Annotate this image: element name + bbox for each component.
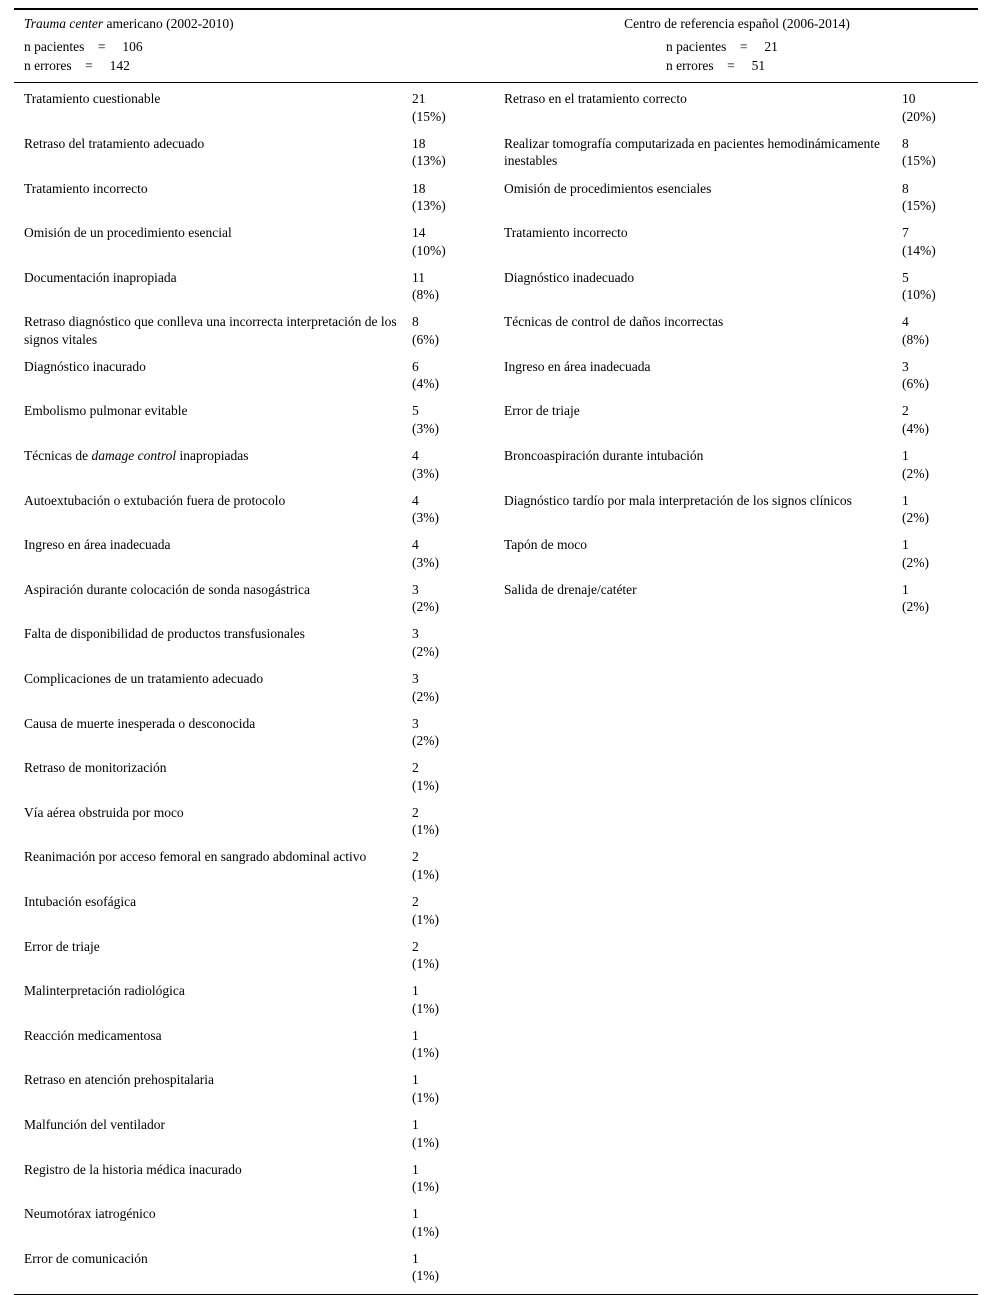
error-counts	[412, 893, 490, 928]
table-row	[24, 625, 490, 660]
table-row	[24, 982, 490, 1017]
error-count: 2	[902, 403, 909, 419]
error-label: Retraso del tratamiento adecuado	[24, 135, 205, 151]
error-percent: (13%)	[412, 198, 446, 214]
error-count: 1	[412, 1250, 419, 1266]
table-row	[24, 804, 490, 839]
error-percent: (2%)	[902, 599, 929, 615]
error-percent: (15%)	[412, 108, 446, 124]
error-label: Retraso diagnóstico que conlleva una incorrecta interpretación de los signos vitales	[24, 314, 397, 347]
table-row	[24, 492, 490, 527]
table-row	[504, 492, 972, 527]
error-label: Malinterpretación radiológica	[24, 983, 185, 999]
error-count: 3	[412, 715, 419, 731]
error-percent: (10%)	[902, 287, 936, 303]
error-percent: (15%)	[902, 198, 936, 214]
error-label: Ingreso en área inadecuada	[504, 358, 651, 374]
error-counts	[412, 1161, 490, 1196]
error-percent: (2%)	[902, 465, 929, 481]
error-percent: (1%)	[412, 1223, 439, 1239]
table-row	[24, 893, 490, 928]
error-counts	[412, 1116, 490, 1151]
error-count: 14	[412, 225, 426, 241]
error-percent: (6%)	[902, 376, 929, 392]
error-percent: (2%)	[412, 733, 439, 749]
error-label: Reanimación por acceso femoral en sangrado abdominal activo	[24, 849, 367, 865]
error-count: 1	[412, 1161, 419, 1177]
table-row	[24, 90, 490, 125]
header-title-left	[24, 16, 496, 32]
table-row	[24, 1250, 490, 1285]
error-counts	[412, 402, 490, 437]
error-counts	[902, 90, 972, 125]
error-count: 1	[412, 1206, 419, 1222]
error-label: Realizar tomografía computarizada en pacientes hemodinámicamente inestables	[504, 135, 880, 169]
error-counts	[902, 313, 972, 348]
error-percent: (14%)	[902, 242, 936, 258]
error-count: 8	[902, 180, 909, 196]
error-label: Omisión de un procedimiento esencial	[24, 225, 232, 241]
error-counts	[412, 269, 490, 304]
table-row	[24, 536, 490, 571]
table-row	[24, 358, 490, 393]
table-column-right	[496, 90, 978, 1294]
error-count: 1	[412, 1116, 419, 1132]
table-row	[24, 180, 490, 215]
table-row	[24, 938, 490, 973]
error-count: 1	[412, 1027, 419, 1043]
error-count: 1	[412, 983, 419, 999]
error-label: Broncoaspiración durante intubación	[504, 448, 704, 464]
error-count: 2	[412, 938, 419, 954]
error-count: 8	[902, 135, 909, 151]
error-counts	[412, 625, 490, 660]
error-label: Autoextubación o extubación fuera de protocolo	[24, 492, 286, 508]
error-count: 2	[412, 804, 419, 820]
table-row	[24, 1116, 490, 1151]
table-row	[504, 581, 972, 616]
error-count: 1	[902, 492, 909, 508]
error-counts	[412, 1250, 490, 1285]
error-counts	[412, 224, 490, 259]
error-label: Salida de drenaje/catéter	[504, 581, 637, 597]
error-label: Omisión de procedimientos esenciales	[504, 180, 712, 196]
header-column-right	[496, 16, 978, 75]
error-counts	[902, 269, 972, 304]
error-counts	[412, 358, 490, 393]
error-counts	[412, 804, 490, 839]
error-label: Retraso en el tratamiento correcto	[504, 91, 687, 107]
table-row	[504, 358, 972, 393]
error-percent: (8%)	[902, 331, 929, 347]
error-counts	[412, 1027, 490, 1062]
error-counts	[902, 581, 972, 616]
error-counts	[902, 358, 972, 393]
table-row	[24, 759, 490, 794]
error-counts	[412, 135, 490, 170]
error-percent: (1%)	[412, 1134, 439, 1150]
error-percent: (1%)	[412, 777, 439, 793]
table-row	[504, 447, 972, 482]
error-count: 18	[412, 180, 426, 196]
table-column-left	[14, 90, 496, 1294]
error-count: 4	[412, 537, 419, 553]
table-row	[504, 269, 972, 304]
error-label: Neumotórax iatrogénico	[24, 1206, 156, 1222]
error-counts	[412, 759, 490, 794]
header-right-errors: n errores = 51	[666, 58, 766, 74]
error-counts	[412, 492, 490, 527]
table-row	[24, 1027, 490, 1062]
table-row	[504, 313, 972, 348]
header-title-left-rest: americano (2002-2010)	[103, 16, 234, 31]
error-count: 3	[412, 581, 419, 597]
error-counts	[902, 536, 972, 571]
error-count: 5	[902, 269, 909, 285]
error-count: 18	[412, 135, 426, 151]
error-count: 4	[902, 314, 909, 330]
error-count: 5	[412, 403, 419, 419]
table-page	[0, 8, 992, 1284]
error-percent: (2%)	[412, 688, 439, 704]
error-label: Error de triaje	[24, 938, 100, 954]
error-count: 2	[412, 760, 419, 776]
error-count: 7	[902, 225, 909, 241]
error-count: 8	[412, 314, 419, 330]
error-count: 1	[412, 1072, 419, 1088]
error-counts	[412, 938, 490, 973]
table-row	[24, 1161, 490, 1196]
error-label: Complicaciones de un tratamiento adecuado	[24, 671, 264, 687]
error-percent: (1%)	[412, 1045, 439, 1061]
error-counts	[412, 536, 490, 571]
table-row	[504, 135, 972, 170]
error-percent: (2%)	[902, 510, 929, 526]
error-label: Diagnóstico inacurado	[24, 358, 146, 374]
error-counts	[412, 313, 490, 348]
table-row	[504, 180, 972, 215]
table-row	[24, 670, 490, 705]
error-counts	[412, 715, 490, 750]
error-counts	[412, 180, 490, 215]
error-percent: (1%)	[412, 1000, 439, 1016]
error-percent: (4%)	[902, 421, 929, 437]
error-label: Error de comunicación	[24, 1250, 148, 1266]
error-count: 21	[412, 91, 426, 107]
error-label: Tratamiento incorrecto	[504, 225, 628, 241]
error-counts	[412, 447, 490, 482]
error-percent: (8%)	[412, 287, 439, 303]
error-count: 3	[412, 626, 419, 642]
error-count: 1	[902, 537, 909, 553]
error-label: Malfunción del ventilador	[24, 1116, 165, 1132]
error-label: Diagnóstico inadecuado	[504, 269, 635, 285]
header-right-patients: n pacientes = 21	[666, 39, 778, 54]
error-percent: (3%)	[412, 554, 439, 570]
error-label: Intubación esofágica	[24, 894, 137, 909]
table-row	[504, 90, 972, 125]
error-label: Causa de muerte inesperada o desconocida	[24, 715, 256, 731]
table-row	[24, 269, 490, 304]
table-header	[14, 10, 978, 82]
table-row	[24, 1071, 490, 1106]
error-label: Ingreso en área inadecuada	[24, 537, 171, 553]
error-label: Retraso de monitorización	[24, 760, 167, 776]
error-counts	[902, 180, 972, 215]
error-counts	[412, 1071, 490, 1106]
table-row	[504, 536, 972, 571]
error-counts	[412, 670, 490, 705]
error-percent: (2%)	[412, 599, 439, 615]
error-percent: (3%)	[412, 510, 439, 526]
error-percent: (3%)	[412, 465, 439, 481]
table-row	[24, 402, 490, 437]
error-label: Reacción medicamentosa	[24, 1027, 162, 1043]
error-count: 2	[412, 849, 419, 865]
error-counts	[412, 90, 490, 125]
error-count: 4	[412, 448, 419, 464]
error-count: 3	[412, 671, 419, 687]
table-row	[24, 224, 490, 259]
table-row	[24, 135, 490, 170]
error-label: Retraso en atención prehospitalaria	[24, 1072, 215, 1088]
error-label: Falta de disponibilidad de productos transfusionales	[24, 626, 305, 642]
error-count: 3	[902, 358, 909, 374]
error-percent: (1%)	[412, 911, 439, 927]
header-left-patients: n pacientes = 106	[24, 39, 143, 54]
table-row	[24, 715, 490, 750]
header-title-right: Centro de referencia español (2006-2014)	[624, 16, 850, 31]
error-count: 6	[412, 358, 419, 374]
header-column-left	[14, 16, 496, 75]
error-label: Vía aérea obstruida por moco	[24, 804, 184, 820]
error-percent: (2%)	[412, 643, 439, 659]
error-label: Registro de la historia médica inacurado	[24, 1161, 242, 1177]
error-percent: (1%)	[412, 866, 439, 882]
error-label: Aspiración durante colocación de sonda nasogástrica	[24, 581, 311, 597]
error-label: Tratamiento incorrecto	[24, 180, 148, 196]
table-body	[14, 83, 978, 1294]
error-counts	[902, 402, 972, 437]
error-percent: (2%)	[902, 554, 929, 570]
table-row	[504, 402, 972, 437]
error-percent: (10%)	[412, 242, 446, 258]
header-left-errors: n errores = 142	[24, 58, 130, 74]
error-counts	[902, 447, 972, 482]
error-count: 10	[902, 91, 916, 107]
error-percent: (20%)	[902, 108, 936, 124]
error-percent: (1%)	[412, 1179, 439, 1195]
error-label: Documentación inapropiada	[24, 269, 177, 285]
error-count: 4	[412, 492, 419, 508]
error-label-italic: damage control	[91, 448, 177, 464]
error-percent: (1%)	[412, 956, 439, 972]
error-count: 1	[902, 581, 909, 597]
error-percent: (15%)	[902, 153, 936, 169]
error-count: 11	[412, 269, 425, 285]
error-count: 2	[412, 894, 419, 909]
header-title-left-italic: Trauma center	[24, 16, 104, 31]
error-percent: (1%)	[412, 822, 439, 838]
table-row	[24, 313, 490, 348]
table-row	[24, 848, 490, 883]
error-percent: (6%)	[412, 331, 439, 347]
error-percent: (13%)	[412, 153, 446, 169]
error-counts	[412, 982, 490, 1017]
error-label: Técnicas de damage control inapropiadas	[24, 448, 249, 464]
error-count: 1	[902, 448, 909, 464]
error-label: Diagnóstico tardío por mala interpretación de los signos clínicos	[504, 492, 852, 508]
error-counts	[412, 848, 490, 883]
table-row	[24, 447, 490, 482]
error-label: Embolismo pulmonar evitable	[24, 403, 188, 419]
error-percent: (4%)	[412, 376, 439, 392]
error-label: Técnicas de control de daños incorrectas	[504, 314, 724, 330]
error-percent: (3%)	[412, 421, 439, 437]
error-label: Error de triaje	[504, 403, 580, 419]
table-row	[24, 581, 490, 616]
error-label: Tratamiento cuestionable	[24, 91, 161, 107]
error-label: Tapón de moco	[504, 537, 588, 553]
error-counts	[412, 581, 490, 616]
error-counts	[902, 492, 972, 527]
table-row	[504, 224, 972, 259]
error-percent: (1%)	[412, 1268, 439, 1284]
error-counts	[902, 135, 972, 170]
error-counts	[902, 224, 972, 259]
error-percent: (1%)	[412, 1089, 439, 1105]
